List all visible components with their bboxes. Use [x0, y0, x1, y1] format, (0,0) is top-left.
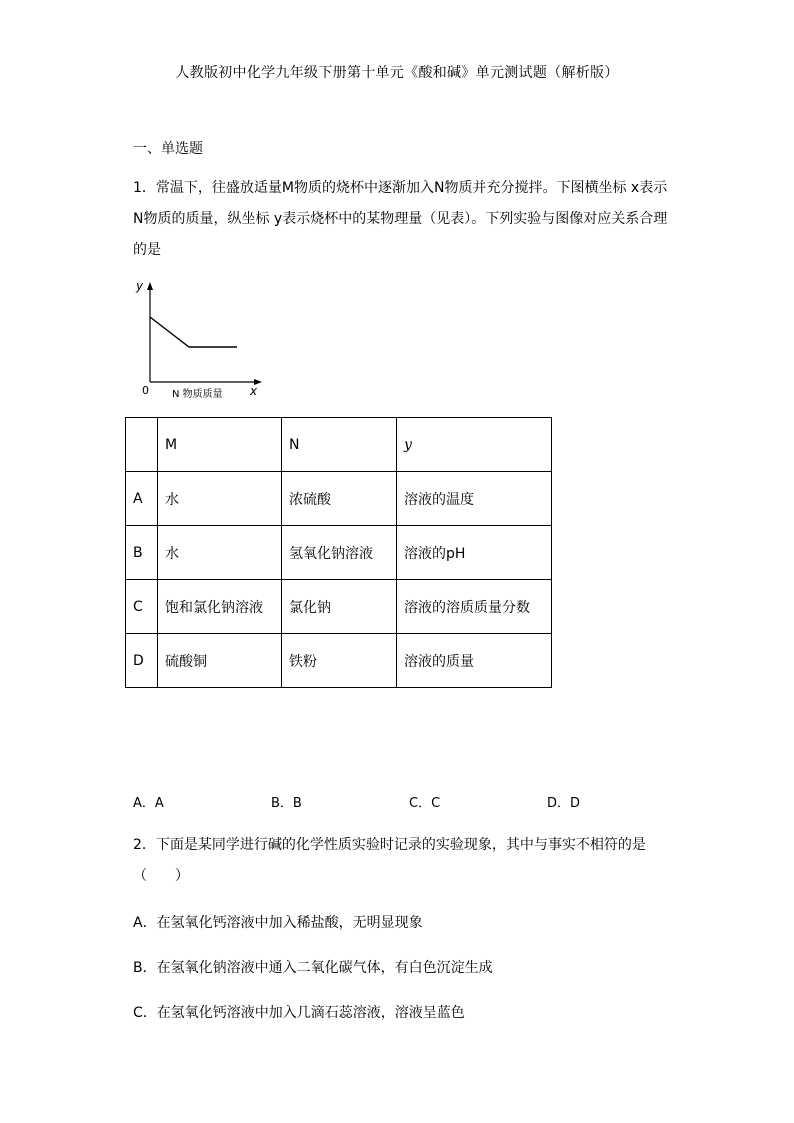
table-cell: 硫酸铜 — [158, 634, 282, 688]
x-axis-caption: N 物质质量 — [172, 389, 223, 400]
table-cell: y — [397, 418, 552, 472]
table-row — [126, 526, 552, 580]
question-1-text: 1．常温下，往盛放适量M物质的烧杯中逐渐加入N物质并充分搅拌。下图横坐标 x表示N物质的质量，纵坐标 y表示烧杯中的某物理量（见表）。下列实验与图像对应关系合理的是 — [133, 180, 668, 258]
question-1-graph — [130, 276, 270, 402]
graph-curve — [150, 317, 237, 347]
table-cell — [126, 418, 158, 472]
table-cell: C — [126, 580, 158, 634]
y-axis-label: y — [136, 279, 144, 293]
question-1-table — [125, 417, 552, 688]
table-cell: D — [126, 634, 158, 688]
table-header-row — [126, 418, 552, 472]
table-cell: 溶液的质量 — [397, 634, 552, 688]
table-cell: 溶液的pH — [397, 526, 552, 580]
table-cell: 水 — [158, 526, 282, 580]
table-cell: 溶液的溶质质量分数 — [397, 580, 552, 634]
table-cell: 氢氧化钠溶液 — [282, 526, 397, 580]
choice-b[interactable]: B．B — [271, 796, 302, 811]
table-cell: A — [126, 472, 158, 526]
table-cell: B — [126, 526, 158, 580]
table-cell: 铁粉 — [282, 634, 397, 688]
table-cell: 饱和氯化钠溶液 — [158, 580, 282, 634]
table-cell: 氯化钠 — [282, 580, 397, 634]
question-2-text: 2．下面是某同学进行碱的化学性质实验时记录的实验现象，其中与事实不相符的是（ ） — [133, 837, 646, 884]
table-row — [126, 472, 552, 526]
table-cell: 浓硫酸 — [282, 472, 397, 526]
choice-d[interactable]: D．D — [547, 796, 581, 811]
table-cell: N — [282, 418, 397, 472]
section-heading: 一、单选题 — [133, 141, 203, 157]
origin-label: 0 — [142, 384, 149, 397]
x-axis-label: x — [250, 384, 258, 398]
question-2-option-b[interactable]: B．在氢氧化钠溶液中通入二氧化碳气体，有白色沉淀生成 — [133, 960, 493, 976]
y-axis-arrow — [147, 282, 153, 290]
table-row — [126, 634, 552, 688]
question-2-option-c[interactable]: C．在氢氧化钙溶液中加入几滴石蕊溶液，溶液呈蓝色 — [133, 1005, 465, 1021]
table-cell: 溶液的温度 — [397, 472, 552, 526]
choice-a[interactable]: A．A — [133, 796, 164, 811]
document-title: 人教版初中化学九年级下册第十单元《酸和碱》单元测试题（解析版） — [175, 65, 619, 81]
choice-c[interactable]: C．C — [409, 796, 441, 811]
table-cell: M — [158, 418, 282, 472]
table-cell: 水 — [158, 472, 282, 526]
question-2-option-a[interactable]: A．在氢氧化钙溶液中加入稀盐酸，无明显现象 — [133, 915, 423, 931]
table-row — [126, 580, 552, 634]
